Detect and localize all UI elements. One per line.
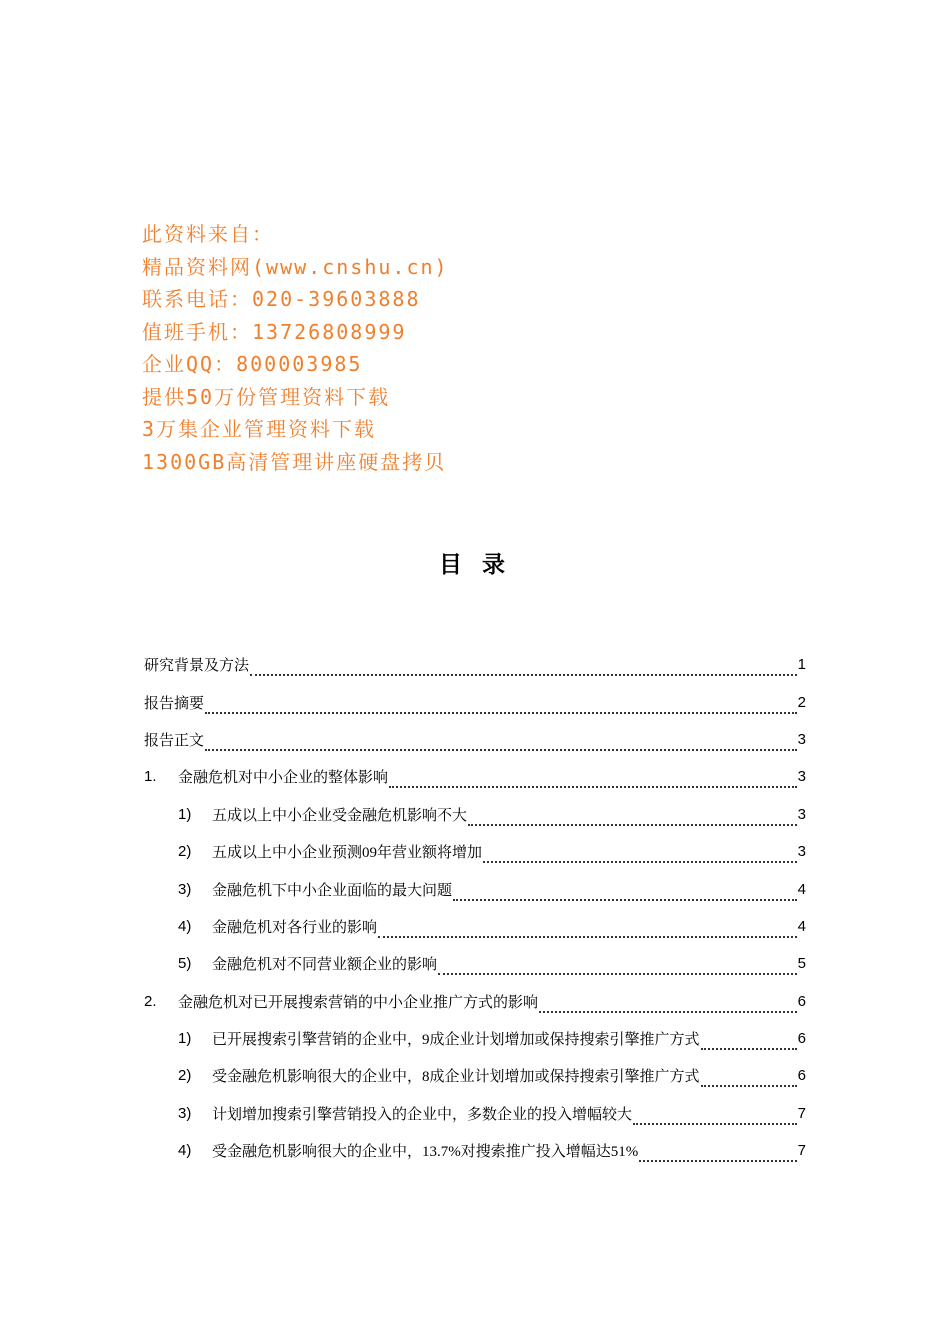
toc-entry-label: 金融危机对中小企业的整体影响 <box>178 770 389 787</box>
toc-entry[interactable] <box>144 796 806 833</box>
toc-leader <box>701 1070 797 1087</box>
toc-entry[interactable] <box>144 1095 806 1132</box>
toc-leader <box>389 771 797 788</box>
toc-leader <box>205 734 797 751</box>
toc-entry-label: 报告正文 <box>144 732 205 749</box>
promo-block <box>142 218 622 478</box>
toc-entry-page: 3 <box>797 768 806 786</box>
toc-entry-page: 1 <box>797 656 806 674</box>
toc-leader <box>483 846 797 863</box>
toc-entry-number: 2. <box>144 992 157 1010</box>
toc-entry-page: 6 <box>797 992 806 1010</box>
toc-leader <box>438 958 797 975</box>
toc-title: 目 录 <box>438 552 511 578</box>
toc-entry-label: 受金融危机影响很大的企业中，13.7%对搜索推广投入增幅达51% <box>212 1144 639 1161</box>
toc-entry-page: 2 <box>797 693 806 711</box>
toc-entry[interactable] <box>144 683 806 720</box>
toc-entry[interactable] <box>144 1132 806 1169</box>
toc-entry-page: 3 <box>797 843 806 861</box>
toc-entry[interactable] <box>144 646 806 683</box>
toc-entry-page: 5 <box>797 955 806 973</box>
toc-entry-number: 2) <box>178 1067 192 1085</box>
toc-leader <box>639 1145 796 1162</box>
toc-entry-page: 7 <box>797 1104 806 1122</box>
toc-entry-number: 1) <box>178 1030 192 1048</box>
toc-entry-number: 5) <box>178 955 192 973</box>
toc-entry-number: 3) <box>178 880 192 898</box>
toc-entry-label: 五成以上中小企业受金融危机影响不大 <box>212 807 468 824</box>
toc-entry-label: 金融危机对各行业的影响 <box>212 919 378 936</box>
toc-leader <box>378 921 797 938</box>
toc-leader <box>539 996 797 1013</box>
toc-entry-number: 2) <box>178 843 192 861</box>
toc-entry[interactable] <box>144 908 806 945</box>
toc-entry[interactable] <box>144 833 806 870</box>
promo-source-line: 此资料来自： <box>142 222 274 246</box>
toc-entry-page: 3 <box>797 730 806 748</box>
toc-entry-label: 计划增加搜索引擎营销投入的企业中，多数企业的投入增幅较大 <box>212 1106 633 1123</box>
toc-entry-label: 受金融危机影响很大的企业中，8成企业计划增加或保持搜索引擎推广方式 <box>212 1069 700 1086</box>
toc-entry-label: 五成以上中小企业预测09年营业额将增加 <box>212 845 483 862</box>
toc-entry-label: 金融危机对已开展搜索营销的中小企业推广方式的影响 <box>178 994 539 1011</box>
toc-leader <box>205 697 797 714</box>
toc-entry[interactable] <box>144 983 806 1020</box>
toc-entry-label: 研究背景及方法 <box>144 658 250 675</box>
toc-entry-page: 4 <box>797 880 806 898</box>
toc-entry[interactable] <box>144 945 806 982</box>
toc-entry[interactable] <box>144 758 806 795</box>
promo-qq-line: 企业QQ：800003985 <box>142 352 363 376</box>
toc-entry-number: 1) <box>178 805 192 823</box>
toc-entry-number: 4) <box>178 1142 192 1160</box>
toc-entry-label: 金融危机对不同营业额企业的影响 <box>212 957 438 974</box>
toc-leader <box>468 809 797 826</box>
toc-leader <box>453 884 797 901</box>
toc-leader <box>250 659 797 676</box>
toc-entry-label: 已开展搜索引擎营销的企业中，9成企业计划增加或保持搜索引擎推广方式 <box>212 1032 700 1049</box>
toc-entry-label: 报告摘要 <box>144 695 205 712</box>
toc-entry[interactable] <box>144 1057 806 1094</box>
toc-entry[interactable] <box>144 870 806 907</box>
promo-disk-line: 1300GB高清管理讲座硬盘拷贝 <box>142 449 447 474</box>
toc-entry[interactable] <box>144 721 806 758</box>
toc-entry-page: 6 <box>797 1030 806 1048</box>
promo-mobile-line: 值班手机：13726808999 <box>142 319 407 344</box>
promo-phone-line: 联系电话：020-39603888 <box>142 287 421 311</box>
toc-entry-page: 4 <box>797 917 806 935</box>
toc-entry-label: 金融危机下中小企业面临的最大问题 <box>212 882 453 899</box>
toc-leader <box>701 1033 797 1050</box>
toc-leader <box>633 1108 797 1125</box>
toc-entry[interactable] <box>144 1020 806 1057</box>
toc-entry-page: 7 <box>797 1142 806 1160</box>
promo-video-line: 3万集企业管理资料下载 <box>142 417 377 441</box>
table-of-contents <box>144 646 806 1169</box>
toc-entry-page: 3 <box>797 805 806 823</box>
promo-website-line: 精品资料网(www.cnshu.cn) <box>142 254 449 279</box>
toc-entry-number: 3) <box>178 1104 192 1122</box>
toc-entry-number: 1. <box>144 768 157 786</box>
promo-offer-line: 提供50万份管理资料下载 <box>142 384 391 409</box>
toc-entry-number: 4) <box>178 917 192 935</box>
toc-entry-page: 6 <box>797 1067 806 1085</box>
